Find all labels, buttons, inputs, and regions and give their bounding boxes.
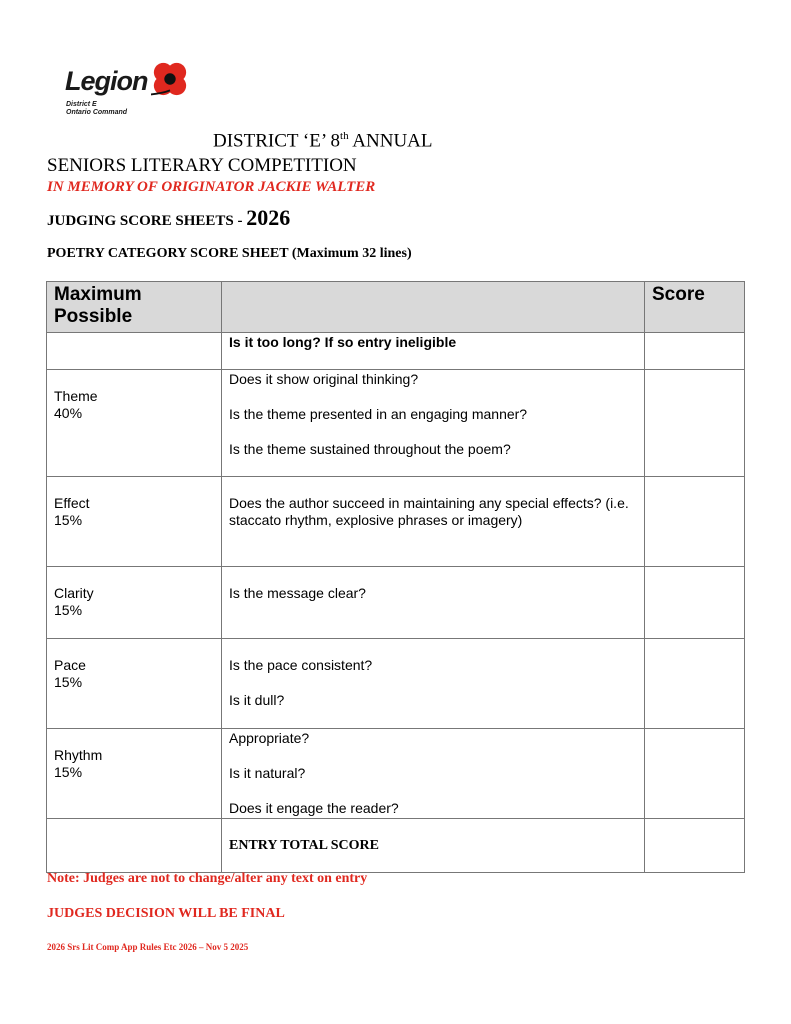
header-criteria <box>222 282 645 333</box>
question: Is the theme sustained throughout the poem? <box>229 441 511 457</box>
question: Is the message clear? <box>229 585 366 601</box>
note-decision-final: JUDGES DECISION WILL BE FINAL <box>47 906 285 921</box>
total-score-cell[interactable] <box>645 819 745 873</box>
header-max-possible: Maximum Possible <box>47 282 222 333</box>
question: Appropriate? <box>229 730 310 746</box>
question: Does it show original thinking? <box>229 371 419 387</box>
question: Does it engage the reader? <box>229 800 399 816</box>
header-score: Score <box>645 282 745 333</box>
criterion-rhythm <box>47 729 222 819</box>
poppy-icon <box>151 60 189 98</box>
score-cell[interactable] <box>645 333 745 370</box>
criterion-effect <box>47 477 222 567</box>
total-label-cell <box>222 819 645 873</box>
criterion-name: Theme <box>54 388 98 404</box>
questions-effect <box>222 477 645 567</box>
logo-sub-line1: District E <box>66 101 97 108</box>
score-cell[interactable] <box>645 639 745 729</box>
question: Is the pace consistent? <box>229 657 373 673</box>
question: Does the author succeed in maintaining any special effects? (i.e. staccato rhythm, explosive phrases or imagery) <box>229 495 629 528</box>
table-row-total <box>47 819 745 873</box>
question: Is it dull? <box>229 692 285 708</box>
criterion-percent: 15% <box>54 512 83 528</box>
score-cell[interactable] <box>645 567 745 639</box>
score-cell[interactable] <box>645 729 745 819</box>
title-line-1-a: DISTRICT ‘E’ 8 <box>213 130 341 152</box>
table-header-row <box>47 282 745 333</box>
criterion-name: Effect <box>54 495 90 511</box>
footer-reference: 2026 Srs Lit Comp App Rules Etc 2026 – Nov 5 2025 <box>47 942 249 952</box>
criterion-name: Rhythm <box>54 747 103 763</box>
title-line-2: SENIORS LITERARY COMPETITION <box>47 155 357 176</box>
criterion-percent: 40% <box>54 405 83 421</box>
criterion-theme <box>47 370 222 477</box>
table-row-theme <box>47 370 745 477</box>
table-row-clarity <box>47 567 745 639</box>
questions-theme <box>222 370 645 477</box>
title-line-1-b: ANNUAL <box>348 130 433 152</box>
criterion-percent: 15% <box>54 674 83 690</box>
title-line-1 <box>213 130 433 152</box>
questions-pace <box>222 639 645 729</box>
score-cell[interactable] <box>645 370 745 477</box>
criterion-name: Clarity <box>54 585 94 601</box>
length-check <box>222 333 645 370</box>
table-row-rhythm <box>47 729 745 819</box>
question: Is it natural? <box>229 765 306 781</box>
title-line-1-sup: th <box>340 130 349 142</box>
length-check-text: Is it too long? If so entry ineligible <box>229 334 457 350</box>
logo-wordmark: Legion <box>65 66 148 96</box>
logo-sub-line2: Ontario Command <box>66 109 128 116</box>
logo-subtitle <box>66 101 127 117</box>
questions-clarity <box>222 567 645 639</box>
cell-empty <box>47 333 222 370</box>
criterion-name: Pace <box>54 657 86 673</box>
score-table <box>46 281 745 873</box>
judging-heading <box>47 205 290 231</box>
total-label: ENTRY TOTAL SCORE <box>229 838 379 853</box>
table-row-pace <box>47 639 745 729</box>
criterion-clarity <box>47 567 222 639</box>
criterion-pace <box>47 639 222 729</box>
judging-label: JUDGING SCORE SHEETS - <box>47 213 247 229</box>
judging-year: 2026 <box>246 205 291 230</box>
legion-logo <box>63 58 203 122</box>
memorial-line: IN MEMORY OF ORIGINATOR JACKIE WALTER <box>47 179 376 195</box>
cell-empty <box>47 819 222 873</box>
questions-rhythm <box>222 729 645 819</box>
table-row-effect <box>47 477 745 567</box>
criterion-percent: 15% <box>54 602 83 618</box>
criterion-percent: 15% <box>54 764 83 780</box>
question: Is the theme presented in an engaging manner? <box>229 406 528 422</box>
category-heading: POETRY CATEGORY SCORE SHEET (Maximum 32 lines) <box>47 246 412 261</box>
score-cell[interactable] <box>645 477 745 567</box>
table-row-length <box>47 333 745 370</box>
note-no-alter: Note: Judges are not to change/alter any text on entry <box>47 871 368 886</box>
